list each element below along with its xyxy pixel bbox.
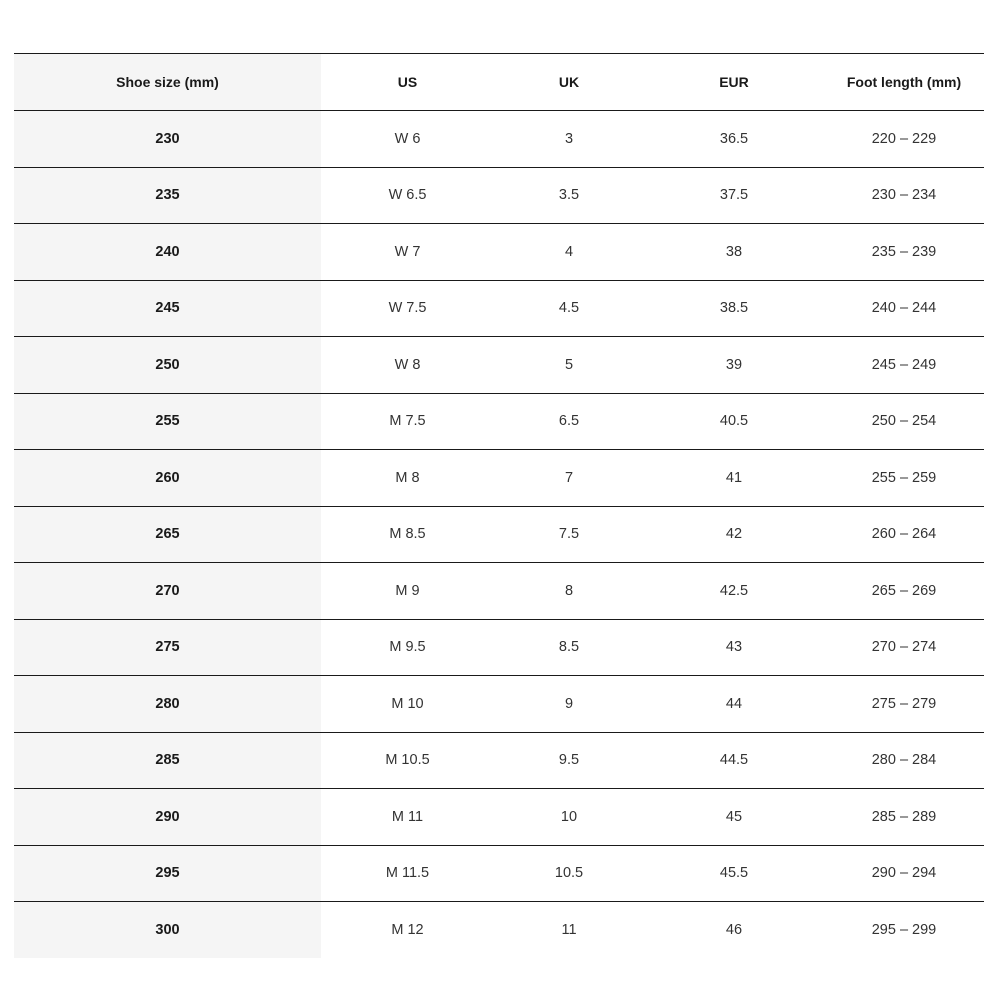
cell-us: M 8 bbox=[321, 450, 494, 507]
shoe-size-table bbox=[14, 53, 984, 958]
table-row bbox=[14, 393, 984, 450]
cell-uk: 5 bbox=[494, 337, 644, 394]
header-foot-length: Foot length (mm) bbox=[824, 54, 984, 111]
cell-shoe-size-mm: 295 bbox=[14, 845, 321, 902]
table-row bbox=[14, 845, 984, 902]
cell-shoe-size-mm: 245 bbox=[14, 280, 321, 337]
cell-uk: 9.5 bbox=[494, 732, 644, 789]
cell-foot-length: 240 – 244 bbox=[824, 280, 984, 337]
table-row bbox=[14, 280, 984, 337]
cell-uk: 4.5 bbox=[494, 280, 644, 337]
cell-eur: 37.5 bbox=[644, 167, 824, 224]
cell-uk: 11 bbox=[561, 921, 577, 938]
cell-eur: 46 bbox=[725, 921, 743, 938]
cell-us: M 10.5 bbox=[321, 732, 494, 789]
table-row bbox=[14, 450, 984, 507]
cell-us: W 8 bbox=[321, 337, 494, 394]
cell-shoe-size-mm: 235 bbox=[14, 167, 321, 224]
header-shoe-size-mm: Shoe size (mm) bbox=[14, 54, 321, 111]
cell-eur: 36.5 bbox=[644, 111, 824, 168]
table-row bbox=[14, 902, 984, 958]
cell-shoe-size-mm: 300 bbox=[14, 902, 321, 958]
table-row bbox=[14, 789, 984, 846]
cell-us: M 9 bbox=[321, 563, 494, 620]
cell-foot-length: 295 – 299 bbox=[871, 921, 937, 938]
cell-eur: 43 bbox=[644, 619, 824, 676]
cell-shoe-size-mm: 290 bbox=[14, 789, 321, 846]
cell-eur: 41 bbox=[644, 450, 824, 507]
cell-foot-length: 270 – 274 bbox=[824, 619, 984, 676]
cell-shoe-size-mm: 275 bbox=[14, 619, 321, 676]
cell-uk: 8 bbox=[494, 563, 644, 620]
table-row bbox=[14, 732, 984, 789]
cell-us: M 12 bbox=[391, 921, 424, 938]
cell-foot-length: 280 – 284 bbox=[824, 732, 984, 789]
cell-eur: 44.5 bbox=[644, 732, 824, 789]
cell-foot-length: 220 – 229 bbox=[824, 111, 984, 168]
cell-us: M 9.5 bbox=[321, 619, 494, 676]
header-uk: UK bbox=[494, 54, 644, 111]
cell-uk: 9 bbox=[494, 676, 644, 733]
cell-foot-length: 265 – 269 bbox=[824, 563, 984, 620]
header-row bbox=[14, 54, 984, 111]
cell-shoe-size-mm: 250 bbox=[14, 337, 321, 394]
table-row bbox=[14, 506, 984, 563]
cell-us: M 7.5 bbox=[321, 393, 494, 450]
table-row bbox=[14, 563, 984, 620]
cell-foot-length: 290 – 294 bbox=[824, 845, 984, 902]
header-us: US bbox=[321, 54, 494, 111]
cell-foot-length: 255 – 259 bbox=[824, 450, 984, 507]
cell-shoe-size-mm: 285 bbox=[14, 732, 321, 789]
cell-shoe-size-mm: 230 bbox=[14, 111, 321, 168]
cell-foot-length: 260 – 264 bbox=[824, 506, 984, 563]
cell-uk: 3.5 bbox=[494, 167, 644, 224]
cell-uk: 10 bbox=[494, 789, 644, 846]
table-row bbox=[14, 676, 984, 733]
cell-shoe-size-mm: 255 bbox=[14, 393, 321, 450]
cell-foot-length: 275 – 279 bbox=[824, 676, 984, 733]
table-row bbox=[14, 619, 984, 676]
cell-eur: 39 bbox=[644, 337, 824, 394]
cell-shoe-size-mm: 280 bbox=[14, 676, 321, 733]
cell-us: W 7.5 bbox=[321, 280, 494, 337]
cell-uk: 6.5 bbox=[494, 393, 644, 450]
table-row bbox=[14, 167, 984, 224]
table-header bbox=[14, 54, 984, 111]
cell-eur: 45.5 bbox=[644, 845, 824, 902]
table-body bbox=[14, 111, 984, 958]
cell-foot-length: 230 – 234 bbox=[824, 167, 984, 224]
cell-eur: 38.5 bbox=[644, 280, 824, 337]
cell-us: M 11.5 bbox=[321, 845, 494, 902]
cell-eur: 38 bbox=[644, 224, 824, 281]
table-row bbox=[14, 224, 984, 281]
cell-eur: 45 bbox=[644, 789, 824, 846]
table-row bbox=[14, 337, 984, 394]
header-eur: EUR bbox=[644, 54, 824, 111]
cell-foot-length: 285 – 289 bbox=[824, 789, 984, 846]
cell-us: M 8.5 bbox=[321, 506, 494, 563]
cell-shoe-size-mm: 240 bbox=[14, 224, 321, 281]
cell-shoe-size-mm: 265 bbox=[14, 506, 321, 563]
cell-us: M 10 bbox=[321, 676, 494, 733]
cell-us: M 11 bbox=[321, 789, 494, 846]
cell-eur: 40.5 bbox=[644, 393, 824, 450]
cell-foot-length: 245 – 249 bbox=[824, 337, 984, 394]
cell-shoe-size-mm: 270 bbox=[14, 563, 321, 620]
cell-uk: 3 bbox=[494, 111, 644, 168]
cell-uk: 4 bbox=[494, 224, 644, 281]
cell-us: W 6.5 bbox=[321, 167, 494, 224]
cell-shoe-size-mm: 260 bbox=[14, 450, 321, 507]
cell-eur: 44 bbox=[644, 676, 824, 733]
cell-foot-length: 235 – 239 bbox=[824, 224, 984, 281]
table-row bbox=[14, 111, 984, 168]
cell-uk: 7 bbox=[494, 450, 644, 507]
cell-us: W 6 bbox=[321, 111, 494, 168]
cell-uk: 7.5 bbox=[494, 506, 644, 563]
cell-eur: 42.5 bbox=[644, 563, 824, 620]
cell-us: W 7 bbox=[321, 224, 494, 281]
cell-uk: 10.5 bbox=[494, 845, 644, 902]
cell-foot-length: 250 – 254 bbox=[824, 393, 984, 450]
cell-eur: 42 bbox=[644, 506, 824, 563]
cell-uk: 8.5 bbox=[494, 619, 644, 676]
